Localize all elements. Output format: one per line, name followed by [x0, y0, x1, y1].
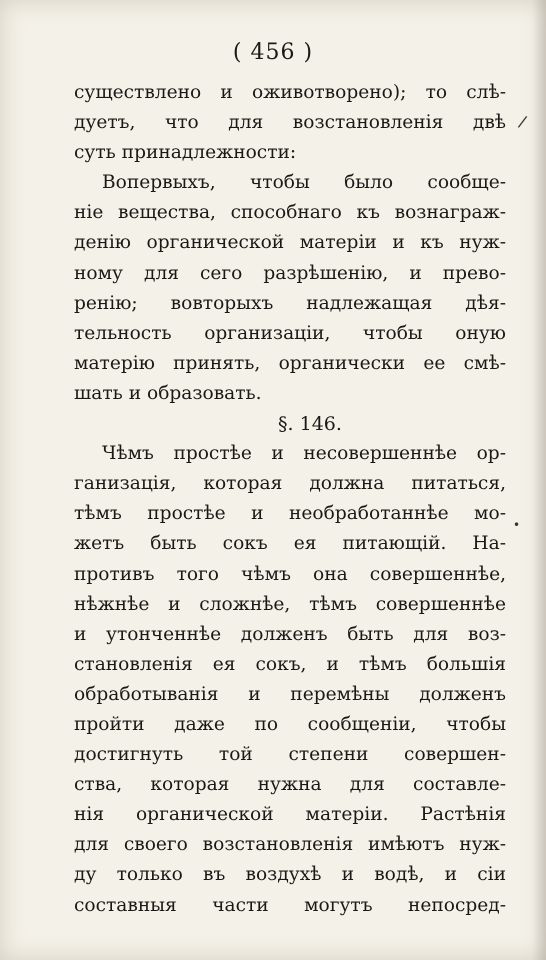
- text-line: ганизація, которая должна питаться,: [74, 473, 506, 495]
- section-heading: §. 146.: [278, 413, 342, 436]
- text-line: становленія ея сокъ, и тѣмъ большія: [74, 653, 506, 675]
- text-line: нѣжнѣе и сложнѣе, тѣмъ совершеннѣе: [74, 593, 506, 615]
- text-line: ду только въ воздухѣ и водѣ, и сіи: [74, 864, 506, 886]
- text-line: Чѣмъ простѣе и несовершеннѣе ор-: [102, 443, 506, 465]
- text-line: ренію; вовторыхъ надлежащая дѣя-: [74, 292, 506, 314]
- page-body-text: [74, 78, 506, 921]
- text-line: тѣмъ простѣе и необработаннѣе мо-: [74, 503, 506, 525]
- margin-dot-mark: •: [513, 518, 521, 532]
- text-line: денію органической матеріи и къ нуж-: [74, 232, 506, 254]
- text-line: пройти даже по сообщеніи, чтобы: [74, 713, 506, 735]
- page-number: ( 456 ): [232, 40, 314, 65]
- text-line: составныя части могутъ непосред-: [74, 894, 506, 916]
- text-line: жетъ быть сокъ ея питающій. На-: [74, 533, 506, 555]
- text-line: дуетъ, что для возстановленія двѣ: [74, 112, 506, 134]
- text-line: ства, которая нужна для составле-: [74, 774, 506, 796]
- text-line: шать и образовать.: [74, 382, 262, 404]
- text-line: суть принадлежности:: [74, 142, 297, 164]
- text-line: ніе вещества, способнаго къ вознаграж-: [74, 202, 506, 224]
- text-line: нія органической матеріи. Растѣнія: [74, 804, 506, 826]
- text-line: матерію принять, органически ее смѣ-: [74, 352, 506, 374]
- text-line: Вопервыхъ, чтобы было сообще-: [102, 172, 506, 194]
- text-line: и утонченнѣе долженъ быть для воз-: [74, 623, 506, 645]
- page-edge-shadow: [532, 0, 546, 960]
- text-line: достигнуть той степени совершен-: [74, 744, 506, 766]
- margin-pencil-mark: /: [516, 111, 529, 132]
- text-line: противъ того чѣмъ она совершеннѣе,: [74, 563, 506, 585]
- text-line: тельность организаціи, чтобы оную: [74, 322, 506, 344]
- text-line: ному для сего разрѣшенію, и прево-: [74, 262, 506, 284]
- text-line: для своего возстановленія имѣютъ нуж-: [74, 834, 506, 856]
- text-line: существлено и оживотворено); то слѣ-: [74, 82, 506, 103]
- text-line: обработыванія и перемѣны долженъ: [74, 683, 506, 705]
